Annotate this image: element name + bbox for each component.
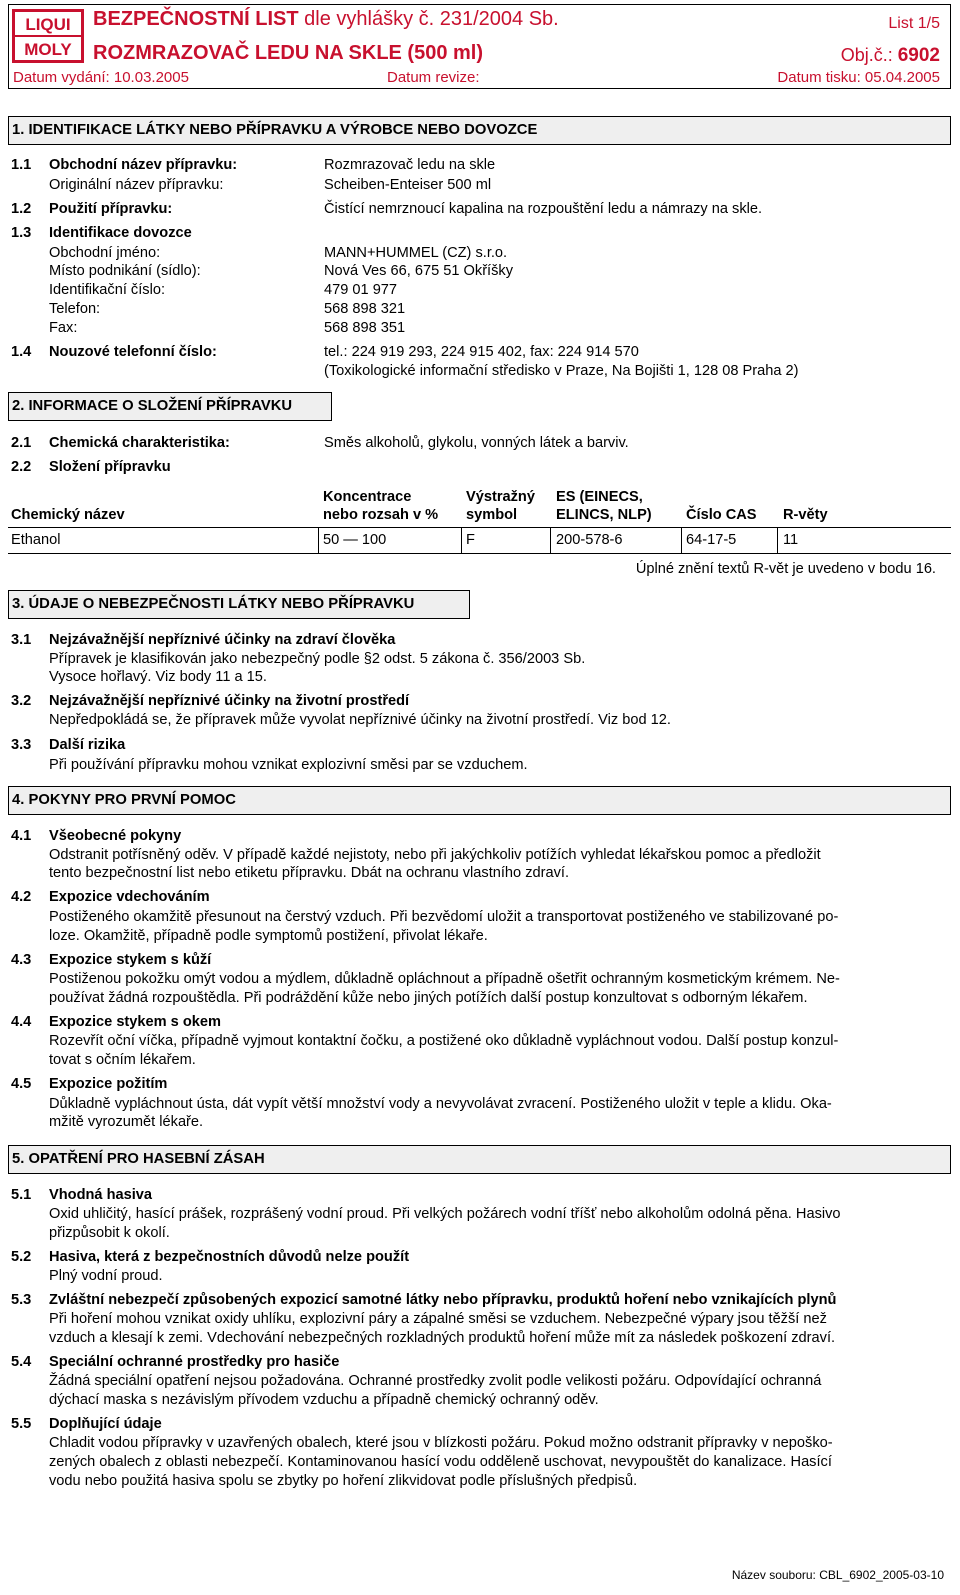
item-number: 2.2 [11,459,32,475]
item-number: 5.4 [11,1354,32,1370]
col-header: Číslo CAS [686,507,757,523]
item-number: 5.2 [11,1249,32,1265]
paragraph: Při používání přípravku mohou vznikat explozivní směsi par se vzduchem. [49,757,528,773]
paragraph: Oxid uhličitý, hasící prášek, rozprášený vodní proud. Při velkých požárech vodní tříšť nebo alkoholům odolná pěna. Hasivo [49,1206,841,1222]
paragraph: Rozevřít oční víčka, případně vyjmout kontaktní čočku, a postižené oko důkladně vypláchnout vodou. Další postup konzul- [49,1033,839,1049]
paragraph: loze. Okamžitě, případně podle symptomů postižení, přivolat lékaře. [49,928,488,944]
subheading: Expozice stykem s okem [49,1014,221,1030]
section-3-heading: 3. ÚDAJE O NEBEZPEČNOSTI LÁTKY NEBO PŘÍPRAVKU [8,590,470,619]
item-number: 4.2 [11,889,32,905]
revision-date: Datum revize: [387,69,480,86]
item-number: 3.1 [11,632,32,648]
paragraph: Postiženou pokožku omýt vodou a mýdlem, důkladně opláchnout a případně ošetřit ochranným kosmetickým krémem. Ne- [49,971,840,987]
label: Místo podnikání (sídlo): [49,263,201,279]
paragraph: Plný vodní proud. [49,1268,163,1284]
date-bar [9,65,950,89]
paragraph: vzduch a klesají k zemi. Vdechování nebezpečných rozkladných produktů hoření může mít za následek poškození zdraví. [49,1330,836,1346]
value: 568 898 321 [324,301,406,317]
svg-text:MOLY: MOLY [24,40,72,59]
paragraph: Přípravek je klasifikován jako nebezpečný podle §2 odst. 5 zákona č. 356/2003 Sb. [49,651,586,667]
item-number: 5.5 [11,1416,32,1432]
paragraph: Nepředpokládá se, že přípravek může vyvolat nepříznivé účinky na životní prostředí. Viz bod 12. [49,712,671,728]
paragraph: dýchací maska s nezávislým přívodem vzduchu a případně chemický ochranný oděv. [49,1392,599,1408]
paragraph: Důkladně vypláchnout ústa, dát vypít větší množství vody a nevyvolávat zvracení. Postiženého uložit v teple a klidu. Oka- [49,1096,832,1112]
label: Originální název přípravku: [49,177,224,193]
paragraph: Žádná speciální opatření nejsou požadována. Ochranné prostředky zvolit podle velikosti požáru. Odpovídající ochranná [49,1373,822,1389]
paragraph: přizpůsobit k okolí. [49,1225,170,1241]
print-date: Datum tisku: 05.04.2005 [777,69,940,86]
paragraph: Postiženého okamžitě přesunout na čerstvý vzduch. Při bezvědomí uložit a transportovat postiženého ve stabilizované po- [49,909,839,925]
liqui-moly-logo [12,9,84,63]
table-cell: 11 [783,532,799,548]
label: Obchodní název přípravku: [49,157,238,173]
svg-text:LIQUI: LIQUI [25,15,71,34]
label: Identifikace dovozce [49,225,192,241]
col-header: symbol [466,507,518,523]
section-4-heading: 4. POKYNY PRO PRVNÍ POMOC [8,786,951,815]
subheading: Expozice stykem s kůží [49,952,212,968]
item-number: 4.5 [11,1076,32,1092]
col-header: ES (EINECS, [556,489,643,505]
subheading: Expozice vdechováním [49,889,210,905]
col-header: Výstražný [466,489,535,505]
label: Fax: [49,320,78,336]
value: Rozmrazovač ledu na skle [324,157,496,173]
value: Scheiben-Enteiser 500 ml [324,177,492,193]
table-cell: 200-578-6 [556,532,623,548]
paragraph: Vysoce hořlavý. Viz body 11 a 15. [49,669,267,685]
col-header: nebo rozsah v % [323,507,439,523]
label: Identifikační číslo: [49,282,165,298]
label: Obchodní jméno: [49,245,161,261]
value: tel.: 224 919 293, 224 915 402, fax: 224 914 570 [324,344,639,360]
item-number: 1.2 [11,201,32,217]
col-header: Chemický název [11,507,125,523]
item-number: 1.4 [11,344,32,360]
table-cell: 64-17-5 [686,532,737,548]
label: Složení přípravku [49,459,171,475]
paragraph: Chladit vodou přípravky v uzavřených obalech, které jsou v blízkosti požáru. Pokud možno odstranit přípravky v nepoško- [49,1435,833,1451]
col-header: Koncentrace [323,489,412,505]
label: Chemická charakteristika: [49,435,230,451]
col-header: ELINCS, NLP) [556,507,652,523]
value: 479 01 977 [324,282,398,298]
item-number: 3.2 [11,693,32,709]
item-number: 4.3 [11,952,32,968]
value: Čistící nemrznoucí kapalina na rozpouštění ledu a námrazy na skle. [324,201,763,217]
paragraph: Při hoření mohou vznikat oxidy uhlíku, explozivní páry a zápalné směsi se vzduchem. Nebezpečné výpary jsou těžší než [49,1311,827,1327]
paragraph: mžitě vyrozumět lékaře. [49,1114,204,1130]
item-number: 5.1 [11,1187,32,1203]
value: 568 898 351 [324,320,406,336]
subheading: Hasiva, která z bezpečnostních důvodů nelze použít [49,1249,410,1265]
item-number: 1.1 [11,157,32,173]
document-title: BEZPEČNOSTNÍ LIST dle vyhlášky č. 231/2004 Sb. [93,8,559,30]
document-header [8,4,951,89]
item-number: 4.4 [11,1014,32,1030]
product-name: ROZMRAZOVAČ LEDU NA SKLE (500 ml) [93,42,484,64]
value: Směs alkoholů, glykolu, vonných látek a barviv. [324,435,629,451]
table-cell: 50 — 100 [323,532,387,548]
subheading: Nejzávažnější nepříznivé účinky na životní prostředí [49,693,410,709]
subheading: Další rizika [49,737,126,753]
r-phrase-note: Úplné znění textů R-vět je uvedeno v bodu 16. [635,561,936,577]
label: Použití přípravku: [49,201,173,217]
subheading: Zvláštní nebezpečí způsobených expozicí samotné látky nebo přípravku, produktů hoření nebo vznikajících plynů [49,1292,837,1308]
subheading: Všeobecné pokyny [49,828,182,844]
section-5-heading: 5. OPATŘENÍ PRO HASEBNÍ ZÁSAH [8,1145,951,1174]
table-cell: Ethanol [11,532,61,548]
section-1-heading: 1. IDENTIFIKACE LÁTKY NEBO PŘÍPRAVKU A VÝROBCE NEBO DOVOZCE [8,116,951,145]
subheading: Doplňující údaje [49,1416,162,1432]
value: Nová Ves 66, 675 51 Okříšky [324,263,514,279]
table-cell: F [466,532,475,548]
item-number: 4.1 [11,828,32,844]
value: MANN+HUMMEL (CZ) s.r.o. [324,245,508,261]
subheading: Expozice požitím [49,1076,168,1092]
paragraph: tento bezpečnostní list nebo etiketu přípravku. Dbát na ochranu vlastního zdraví. [49,865,570,881]
label: Telefon: [49,301,101,317]
value: (Toxikologické informační středisko v Praze, Na Bojišti 1, 128 08 Praha 2) [324,363,799,379]
file-name-footer: Název souboru: CBL_6902_2005-03-10 [731,1568,944,1582]
label: Nouzové telefonní číslo: [49,344,217,360]
item-number: 1.3 [11,225,32,241]
issue-date: Datum vydání: 10.03.2005 [13,69,189,86]
subheading: Nejzávažnější nepříznivé účinky na zdraví člověka [49,632,396,648]
subheading: Speciální ochranné prostředky pro hasiče [49,1354,340,1370]
paragraph: vodu nebo použitá hasiva spolu se zbytky po hoření zlikvidovat podle příslušných předpisů. [49,1473,638,1489]
item-number: 5.3 [11,1292,32,1308]
item-number: 2.1 [11,435,32,451]
paragraph: zených obalech z oblasti nebezpečí. Kontaminovanou hasící vodu odděleně uschovat, nevypouštět do kanalizace. Hasící [49,1454,832,1470]
paragraph: tovat s očním lékařem. [49,1052,196,1068]
page-number: List 1/5 [888,15,940,32]
col-header: R-věty [783,507,828,523]
section-2-heading: 2. INFORMACE O SLOŽENÍ PŘÍPRAVKU [8,392,332,421]
paragraph: Odstranit potřísněný oděv. V případě každé nejistoty, nebo při jakýchkoliv potížích vyhledat lékařskou pomoc a předložit [49,847,821,863]
paragraph: používat žádná rozpouštědla. Při podráždění kůže nebo jiných potížích další postup konzultovat s odborným lékařem. [49,990,808,1006]
subheading: Vhodná hasiva [49,1187,152,1203]
order-number: Obj.č.: 6902 [840,45,940,66]
item-number: 3.3 [11,737,32,753]
